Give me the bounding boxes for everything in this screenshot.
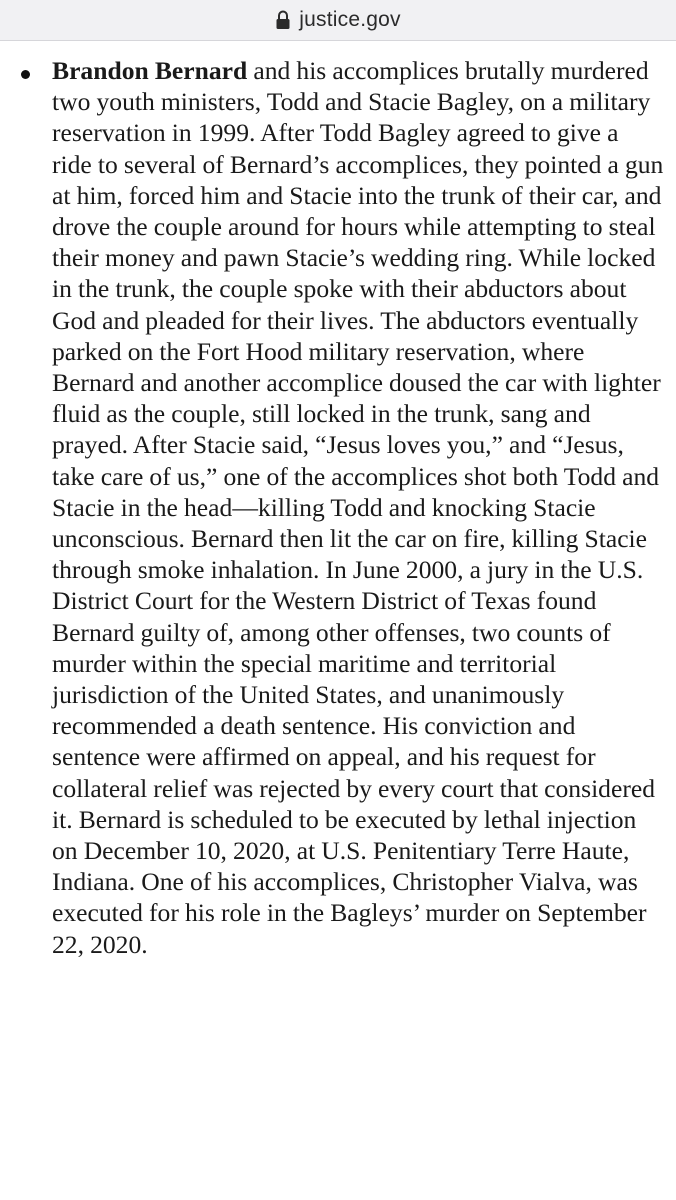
bullet-point: [21, 70, 30, 79]
bullet-paragraph: [52, 55, 664, 960]
address-bar-content: [275, 8, 400, 32]
bullet-body-text: and his accomplices brutally murdered two youth ministers, Todd and Stacie Bagley, on a military reservation in 1999. After Todd Bagley agreed to give a ride to several of Bernard’s accomplices, they pointed a gun at him, forced him and Stacie into the trunk of their car, and drove the couple around for hours while attempting to steal their money and pawn Stacie’s wedding ring. While locked in the trunk, the couple spoke with their abductors about God and pleaded for their lives. The abductors eventually parked on the Fort Hood military reservation, where Bernard and another accomplice doused the car with lighter fluid as the couple, still locked in the trunk, sang and prayed. After Stacie said, “Jesus loves you,” and “Jesus, take care of us,” one of the accomplices shot both Todd and Stacie in the head—killing Todd and knocking Stacie unconscious. Bernard then lit the car on fire, killing Stacie through smoke inhalation. In June 2000, a jury in the U.S. District Court for the Western District of Texas found Bernard guilty of, among other offenses, two counts of murder within the special maritime and territorial jurisdiction of the United States, and unanimously recommended a death sentence. His conviction and sentence were affirmed on appeal, and his request for collateral relief was rejected by every court that considered it. Bernard is scheduled to be executed by lethal injection on December 10, 2020, at U.S. Penitentiary Terre Haute, Indiana. One of his accomplices, Christopher Vialva, was executed for his role in the Bagleys’ murder on September 22, 2020.: [52, 56, 664, 959]
list-item: [0, 55, 676, 960]
address-bar[interactable]: [0, 0, 676, 41]
defendant-name: Brandon Bernard: [52, 56, 248, 85]
url-text: justice.gov: [299, 8, 401, 31]
lock-icon: [275, 9, 291, 31]
page-content: [0, 55, 676, 960]
